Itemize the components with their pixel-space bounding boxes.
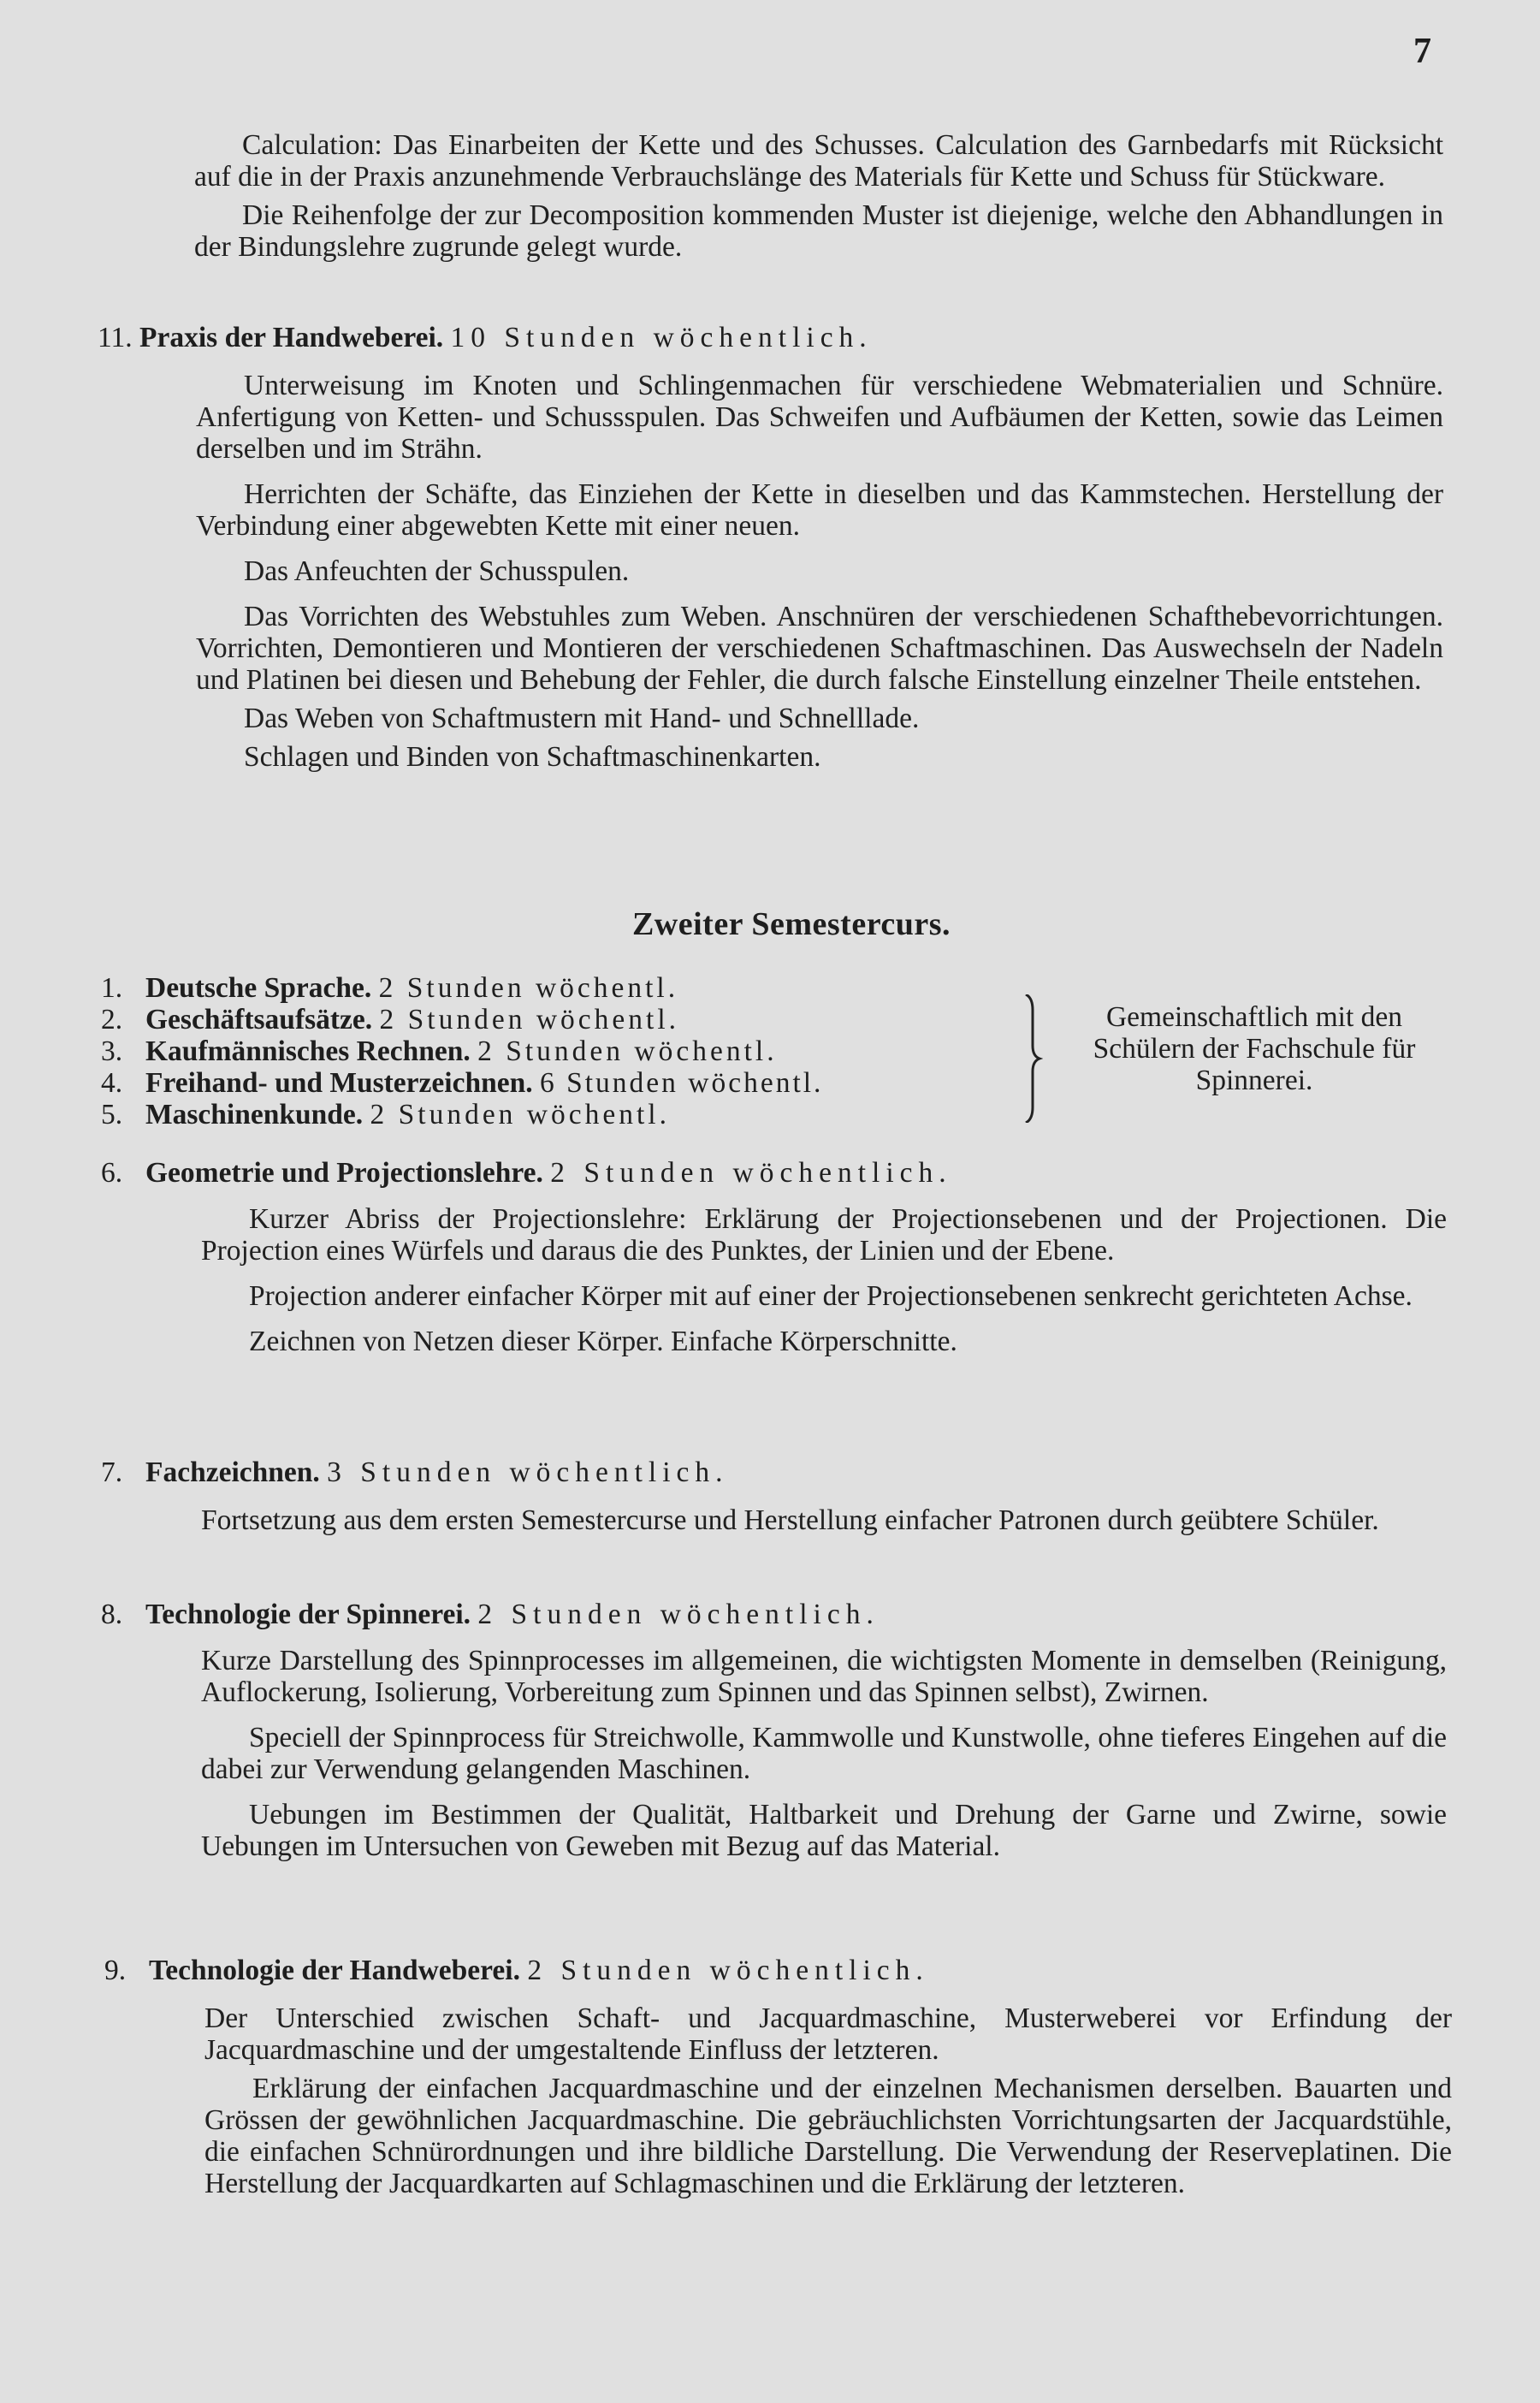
item-hours: 2 Stunden wöchentlich. <box>527 1955 929 1986</box>
paragraph: Zeichnen von Netzen dieser Körper. Einfache Körperschnitte. <box>249 1326 957 1357</box>
course-item <box>101 972 1025 1004</box>
item-hours: 2 Stunden wöchentl. <box>477 1035 778 1067</box>
item-hours: 6 Stunden wöchentl. <box>539 1067 824 1099</box>
section-title: Zweiter Semestercurs. <box>631 906 951 942</box>
item-11-body <box>196 370 1443 773</box>
item-hours: 10 Stunden wöchentlich. <box>450 322 873 353</box>
paragraph: Speciell der Spinnprocess für Streichwolle, Kammwolle und Kunstwolle, ohne tieferes Eingehen auf die dabei zur Verwendung gelangenden Maschinen. <box>201 1722 1447 1785</box>
paragraph: Uebungen im Bestimmen der Qualität, Haltbarkeit und Drehung der Garne und Zwirne, sowie Uebungen im Untersuchen von Geweben mit Bezug auf das Material. <box>201 1799 1447 1862</box>
item-hours: 2 Stunden wöchentl. <box>370 1099 670 1130</box>
paragraph: Calculation: Das Einarbeiten der Kette und des Schusses. Calculation des Garnbedarfs mit Rücksicht auf die in der Praxis anzunehmende Verbrauchslänge des Materials für Kette und Schuss für Stückware. <box>194 129 1443 193</box>
item-number: 5. <box>101 1099 123 1130</box>
item-hours: 3 Stunden wöchentlich. <box>327 1457 729 1488</box>
item-title: Maschinenkunde. <box>145 1099 364 1130</box>
item-title: Geschäftsaufsätze. <box>145 1004 373 1035</box>
item-hours: 2 Stunden wöchentl. <box>379 1004 680 1035</box>
paragraph: Die Reihenfolge der zur Decomposition kommenden Muster ist diejenige, welche den Abhandlungen in der Bindungslehre zugrunde gelegt wurde. <box>194 199 1443 263</box>
item-number: 4. <box>101 1067 123 1099</box>
item-title: Geometrie und Projectionslehre. <box>145 1157 543 1189</box>
item-6-heading <box>101 1157 952 1189</box>
course-item <box>101 1035 1025 1067</box>
item-title: Technologie der Spinnerei. <box>145 1599 471 1630</box>
paragraph: Das Anfeuchten der Schusspulen. <box>244 555 630 587</box>
item-8-body <box>201 1645 1447 1862</box>
item-number: 8. <box>101 1599 123 1630</box>
item-11-heading <box>98 322 873 353</box>
item-title: Freihand- und Musterzeichnen. <box>145 1067 533 1099</box>
paragraph: Herrichten der Schäfte, das Einziehen der Kette in dieselben und das Kammstechen. Herstellung der Verbindung einer abgewebten Kette mit einer neuen. <box>196 478 1443 542</box>
item-hours: 2 Stunden wöchentl. <box>378 972 679 1004</box>
paragraph: Der Unterschied zwischen Schaft- und Jacquardmaschine, Musterweberei vor Erfindung der Jacquardmaschine und der umgestaltende Einfluss der letzteren. <box>204 2002 1452 2066</box>
paragraph: Das Vorrichten des Webstuhles zum Weben. Anschnüren der verschiedenen Schafthebevorrichtungen. Vorrichten, Demontieren und Montieren der verschiedenen Schaftmaschinen. Das Auswechseln der Nadeln und Platinen bei diesen und Behebung der Fehler, die durch falsche Einstellung einzelner Theile entstehen. <box>196 601 1443 696</box>
shared-course-note: Gemeinschaftlich mit den Schülern der Fachschule für Spinnerei. <box>1093 1001 1416 1096</box>
item-title: Fachzeichnen. <box>145 1457 320 1488</box>
item-8-heading <box>101 1599 880 1630</box>
item-hours: 2 Stunden wöchentlich. <box>550 1157 952 1189</box>
item-number: 1. <box>101 972 123 1004</box>
item-title: Kaufmännisches Rechnen. <box>145 1035 471 1067</box>
item-number: 9. <box>104 1955 127 1986</box>
item-title: Deutsche Sprache. <box>145 972 372 1004</box>
paragraph: Kurze Darstellung des Spinnprocesses im allgemeinen, die wichtigsten Momente in demselben (Reinigung, Auflockerung, Isolierung, Vorbereitung zum Spinnen und das Spinnen selbst), Zwirnen. <box>201 1645 1447 1708</box>
paragraph: Das Weben von Schaftmustern mit Hand- und Schnelllade. <box>244 703 920 734</box>
course-item <box>101 1099 1025 1130</box>
item-number: 7. <box>101 1457 123 1488</box>
item-number: 6. <box>101 1157 123 1189</box>
item-number: 2. <box>101 1004 123 1035</box>
item-6-body <box>201 1203 1447 1357</box>
item-title: Praxis der Handweberei. <box>139 322 444 353</box>
page-number: 7 <box>1413 32 1431 71</box>
item-7-heading <box>101 1457 729 1488</box>
item-hours: 2 Stunden wöchentlich. <box>477 1599 880 1630</box>
course-item <box>101 1004 1025 1035</box>
item-9-heading <box>104 1955 929 1986</box>
paragraph: Unterweisung im Knoten und Schlingenmachen für verschiedene Webmaterialien und Schnüre. Anfertigung von Ketten- und Schussspulen. Das Schweifen und Aufbäumen der Ketten, sowie das Leimen derselben und im Strähn. <box>196 370 1443 465</box>
paragraph: Schlagen und Binden von Schaftmaschinenkarten. <box>244 741 821 773</box>
item-number: 11. <box>98 322 133 353</box>
paragraph: Projection anderer einfacher Körper mit auf einer der Projectionsebenen senkrecht gerichteten Achse. <box>249 1280 1413 1312</box>
course-list <box>101 972 1025 1130</box>
calculation-text <box>194 129 1443 263</box>
paragraph: Fortsetzung aus dem ersten Semestercurse und Herstellung einfacher Patronen durch geübtere Schüler. <box>201 1504 1379 1536</box>
item-7-body <box>201 1504 1447 1536</box>
item-title: Technologie der Handweberei. <box>149 1955 520 1986</box>
paragraph: Erklärung der einfachen Jacquardmaschine und der einzelnen Mechanismen derselben. Bauarten und Grössen der gewöhnlichen Jacquardmaschine. Die gebräuchlichsten Vorrichtungsarten der Jacquardstühle, die einfachen Schnürordnungen und ihre bildliche Darstellung. Die Verwendung der Reserveplatinen. Die Herstellung der Jacquardkarten auf Schlagmaschinen und die Erklärung der letzteren. <box>204 2073 1452 2199</box>
item-9-body <box>204 2002 1452 2199</box>
course-item <box>101 1067 1025 1099</box>
item-number: 3. <box>101 1035 123 1067</box>
curly-brace-icon <box>1021 994 1043 1123</box>
paragraph: Kurzer Abriss der Projectionslehre: Erklärung der Projectionsebenen und der Projectionen. Die Projection eines Würfels und daraus die des Punktes, der Linien und der Ebene. <box>201 1203 1447 1267</box>
